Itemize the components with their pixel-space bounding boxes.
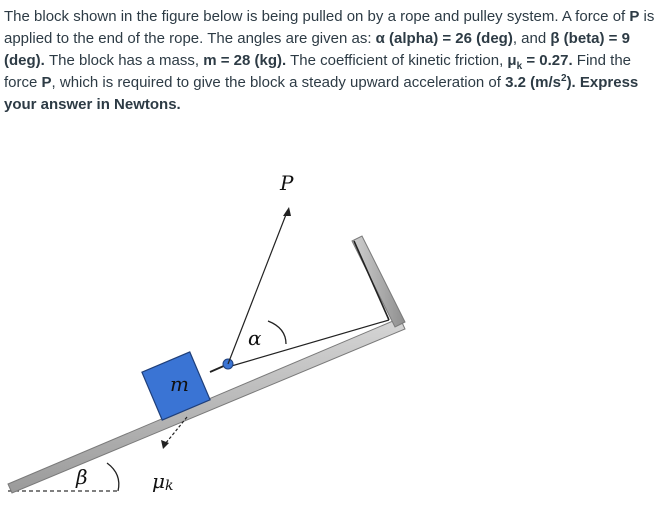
find-symbol: P [41, 74, 52, 91]
accel-exponent: 2 [561, 73, 567, 84]
mass-value: m = 28 (kg). [203, 52, 287, 69]
mu-symbol: μ [507, 52, 517, 69]
friction-lead: The coefficient of kinetic friction, [286, 52, 508, 69]
mu-label [152, 469, 173, 494]
accel-value: 3.2 (m/s [505, 74, 561, 91]
alpha-value: α (alpha) = 26 (deg) [375, 30, 513, 47]
express-instruction: Express your answer in Newtons. [4, 74, 639, 113]
force-symbol: P [629, 8, 640, 25]
end-wall [352, 236, 405, 327]
mu-label-subscript: k [165, 478, 174, 494]
find-lead: Find the force [4, 52, 632, 91]
mass-lead: The block has a mass, [44, 52, 204, 69]
alpha-angle-arc [268, 321, 286, 344]
intro-text: The block shown in the figure below is being pulled on by a rope and pulley system. A force of [4, 8, 630, 25]
incline-plane [8, 318, 405, 493]
beta-label: β [76, 465, 88, 489]
mu-subscript: k [516, 61, 523, 72]
mu-label-symbol: μ [152, 469, 165, 493]
alpha-label: α [248, 326, 262, 350]
force-arrowhead [283, 207, 291, 216]
mu-value: = 0.27. [522, 52, 573, 69]
beta-value: β (beta) = 9 (deg). [4, 30, 630, 69]
sentence-2: is applied to the end of the rope. The angles are given as: [4, 8, 655, 47]
force-label: P [280, 171, 294, 195]
mass-label: m [170, 372, 189, 396]
and-text: , and [512, 30, 551, 47]
find-mid: , which is required to give the block a steady upward acceleration of [51, 74, 506, 91]
accel-close: ). [566, 74, 576, 91]
beta-angle-arc [107, 463, 119, 491]
